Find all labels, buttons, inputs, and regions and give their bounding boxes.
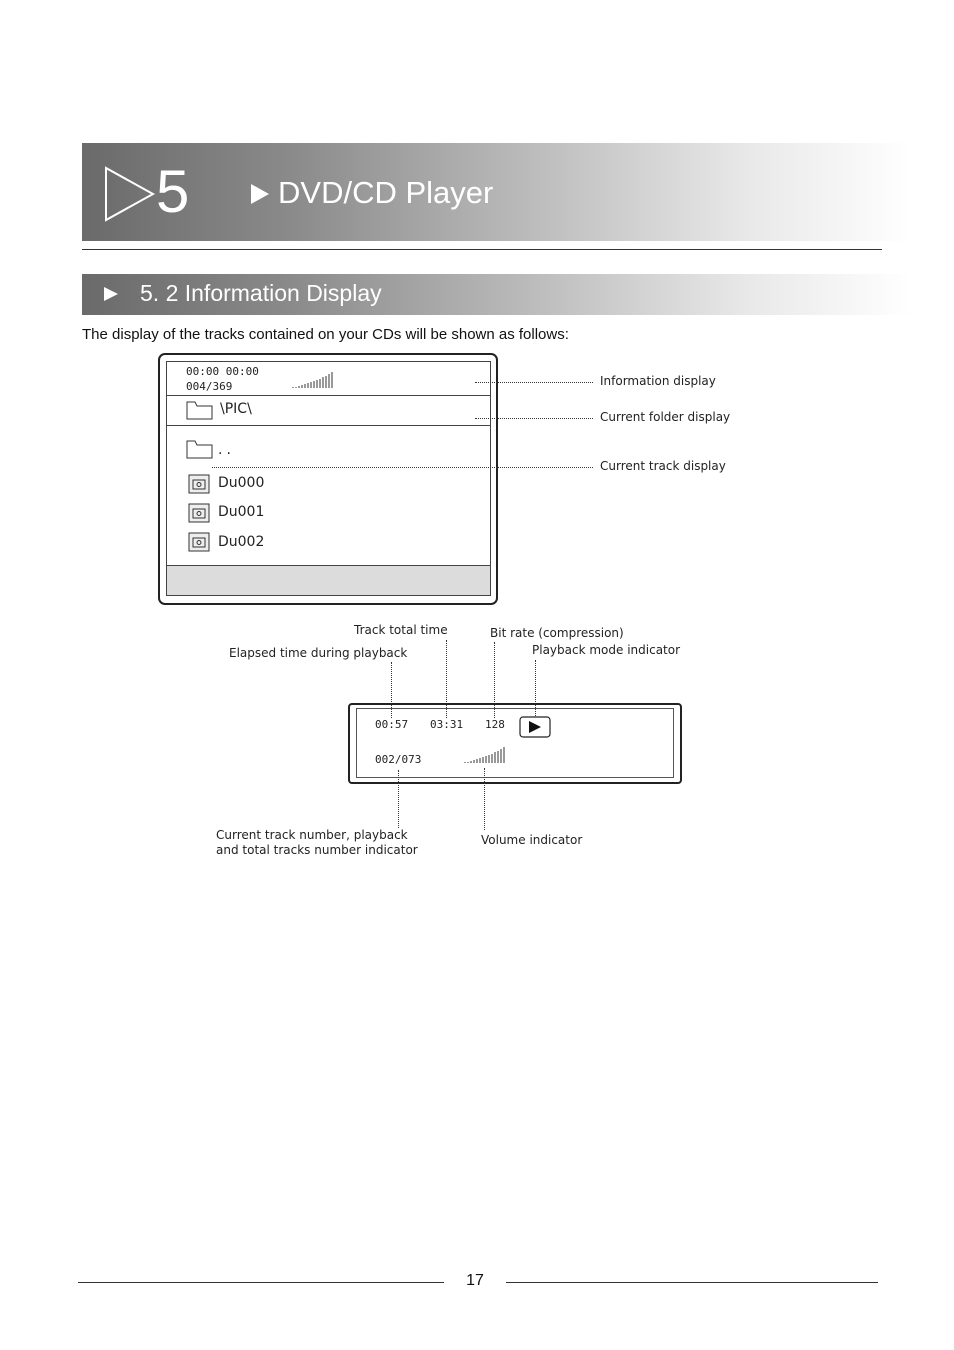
image-file-icon bbox=[188, 502, 212, 524]
current-folder-name: \PIC\ bbox=[220, 401, 252, 417]
callout-current-folder-display: Current folder display bbox=[600, 410, 731, 424]
leader-line bbox=[475, 382, 593, 383]
parent-folder-icon bbox=[186, 439, 214, 459]
section-title: 5. 2 Information Display bbox=[140, 280, 382, 306]
chapter-header-bar bbox=[82, 143, 912, 241]
callout-information-display: Information display bbox=[600, 374, 716, 388]
total-time-value: 03:31 bbox=[430, 718, 464, 731]
footer-rule-left bbox=[78, 1282, 444, 1283]
footer-rule-right bbox=[506, 1282, 878, 1283]
volume-bars-icon bbox=[464, 746, 508, 764]
callout-current-track-display: Current track display bbox=[600, 459, 726, 473]
callout-track-number-line1: Current track number, playback bbox=[216, 828, 408, 842]
file-item[interactable]: Du002 bbox=[218, 534, 265, 550]
play-mode-icon bbox=[519, 716, 551, 738]
file-item[interactable]: Du001 bbox=[218, 504, 265, 520]
chapter-title: DVD/CD Player bbox=[278, 175, 494, 210]
info-times: 00:00 00:00 bbox=[186, 365, 259, 378]
leader-line bbox=[484, 768, 485, 830]
intro-text: The display of the tracks contained on your CDs will be shown as follows: bbox=[82, 326, 569, 343]
info-divider bbox=[167, 395, 490, 396]
chapter-play-triangle-icon bbox=[250, 183, 270, 205]
leader-line bbox=[475, 418, 593, 419]
track-number-value: 002/073 bbox=[375, 753, 422, 766]
file-item[interactable]: Du000 bbox=[218, 475, 265, 491]
file-browser-screen-inner bbox=[166, 361, 491, 596]
callout-playback-mode: Playback mode indicator bbox=[532, 643, 681, 657]
image-file-icon bbox=[188, 531, 212, 553]
page-number: 17 bbox=[466, 1272, 484, 1289]
callout-track-number-line2: and total tracks number indicator bbox=[216, 843, 418, 857]
elapsed-time-value: 00:57 bbox=[375, 718, 409, 731]
callout-bit-rate: Bit rate (compression) bbox=[490, 626, 624, 640]
chapter-outline-triangle-icon bbox=[104, 166, 156, 222]
folder-divider bbox=[167, 425, 490, 426]
chapter-number: 5 bbox=[156, 158, 190, 225]
chapter-divider bbox=[82, 249, 882, 250]
info-track-count: 004/369 bbox=[186, 380, 233, 393]
leader-line bbox=[212, 467, 593, 468]
leader-line bbox=[398, 770, 399, 828]
screen-status-bar bbox=[167, 565, 490, 595]
volume-bars-icon bbox=[292, 371, 338, 389]
folder-icon bbox=[186, 400, 214, 420]
callout-volume-indicator: Volume indicator bbox=[481, 833, 583, 847]
section-play-triangle-icon bbox=[103, 286, 119, 302]
image-file-icon bbox=[188, 473, 212, 495]
callout-track-total-time: Track total time bbox=[354, 623, 448, 637]
callout-elapsed-time: Elapsed time during playback bbox=[229, 646, 408, 660]
bitrate-value: 128 bbox=[485, 718, 505, 731]
parent-folder-label[interactable]: .. bbox=[218, 442, 235, 458]
